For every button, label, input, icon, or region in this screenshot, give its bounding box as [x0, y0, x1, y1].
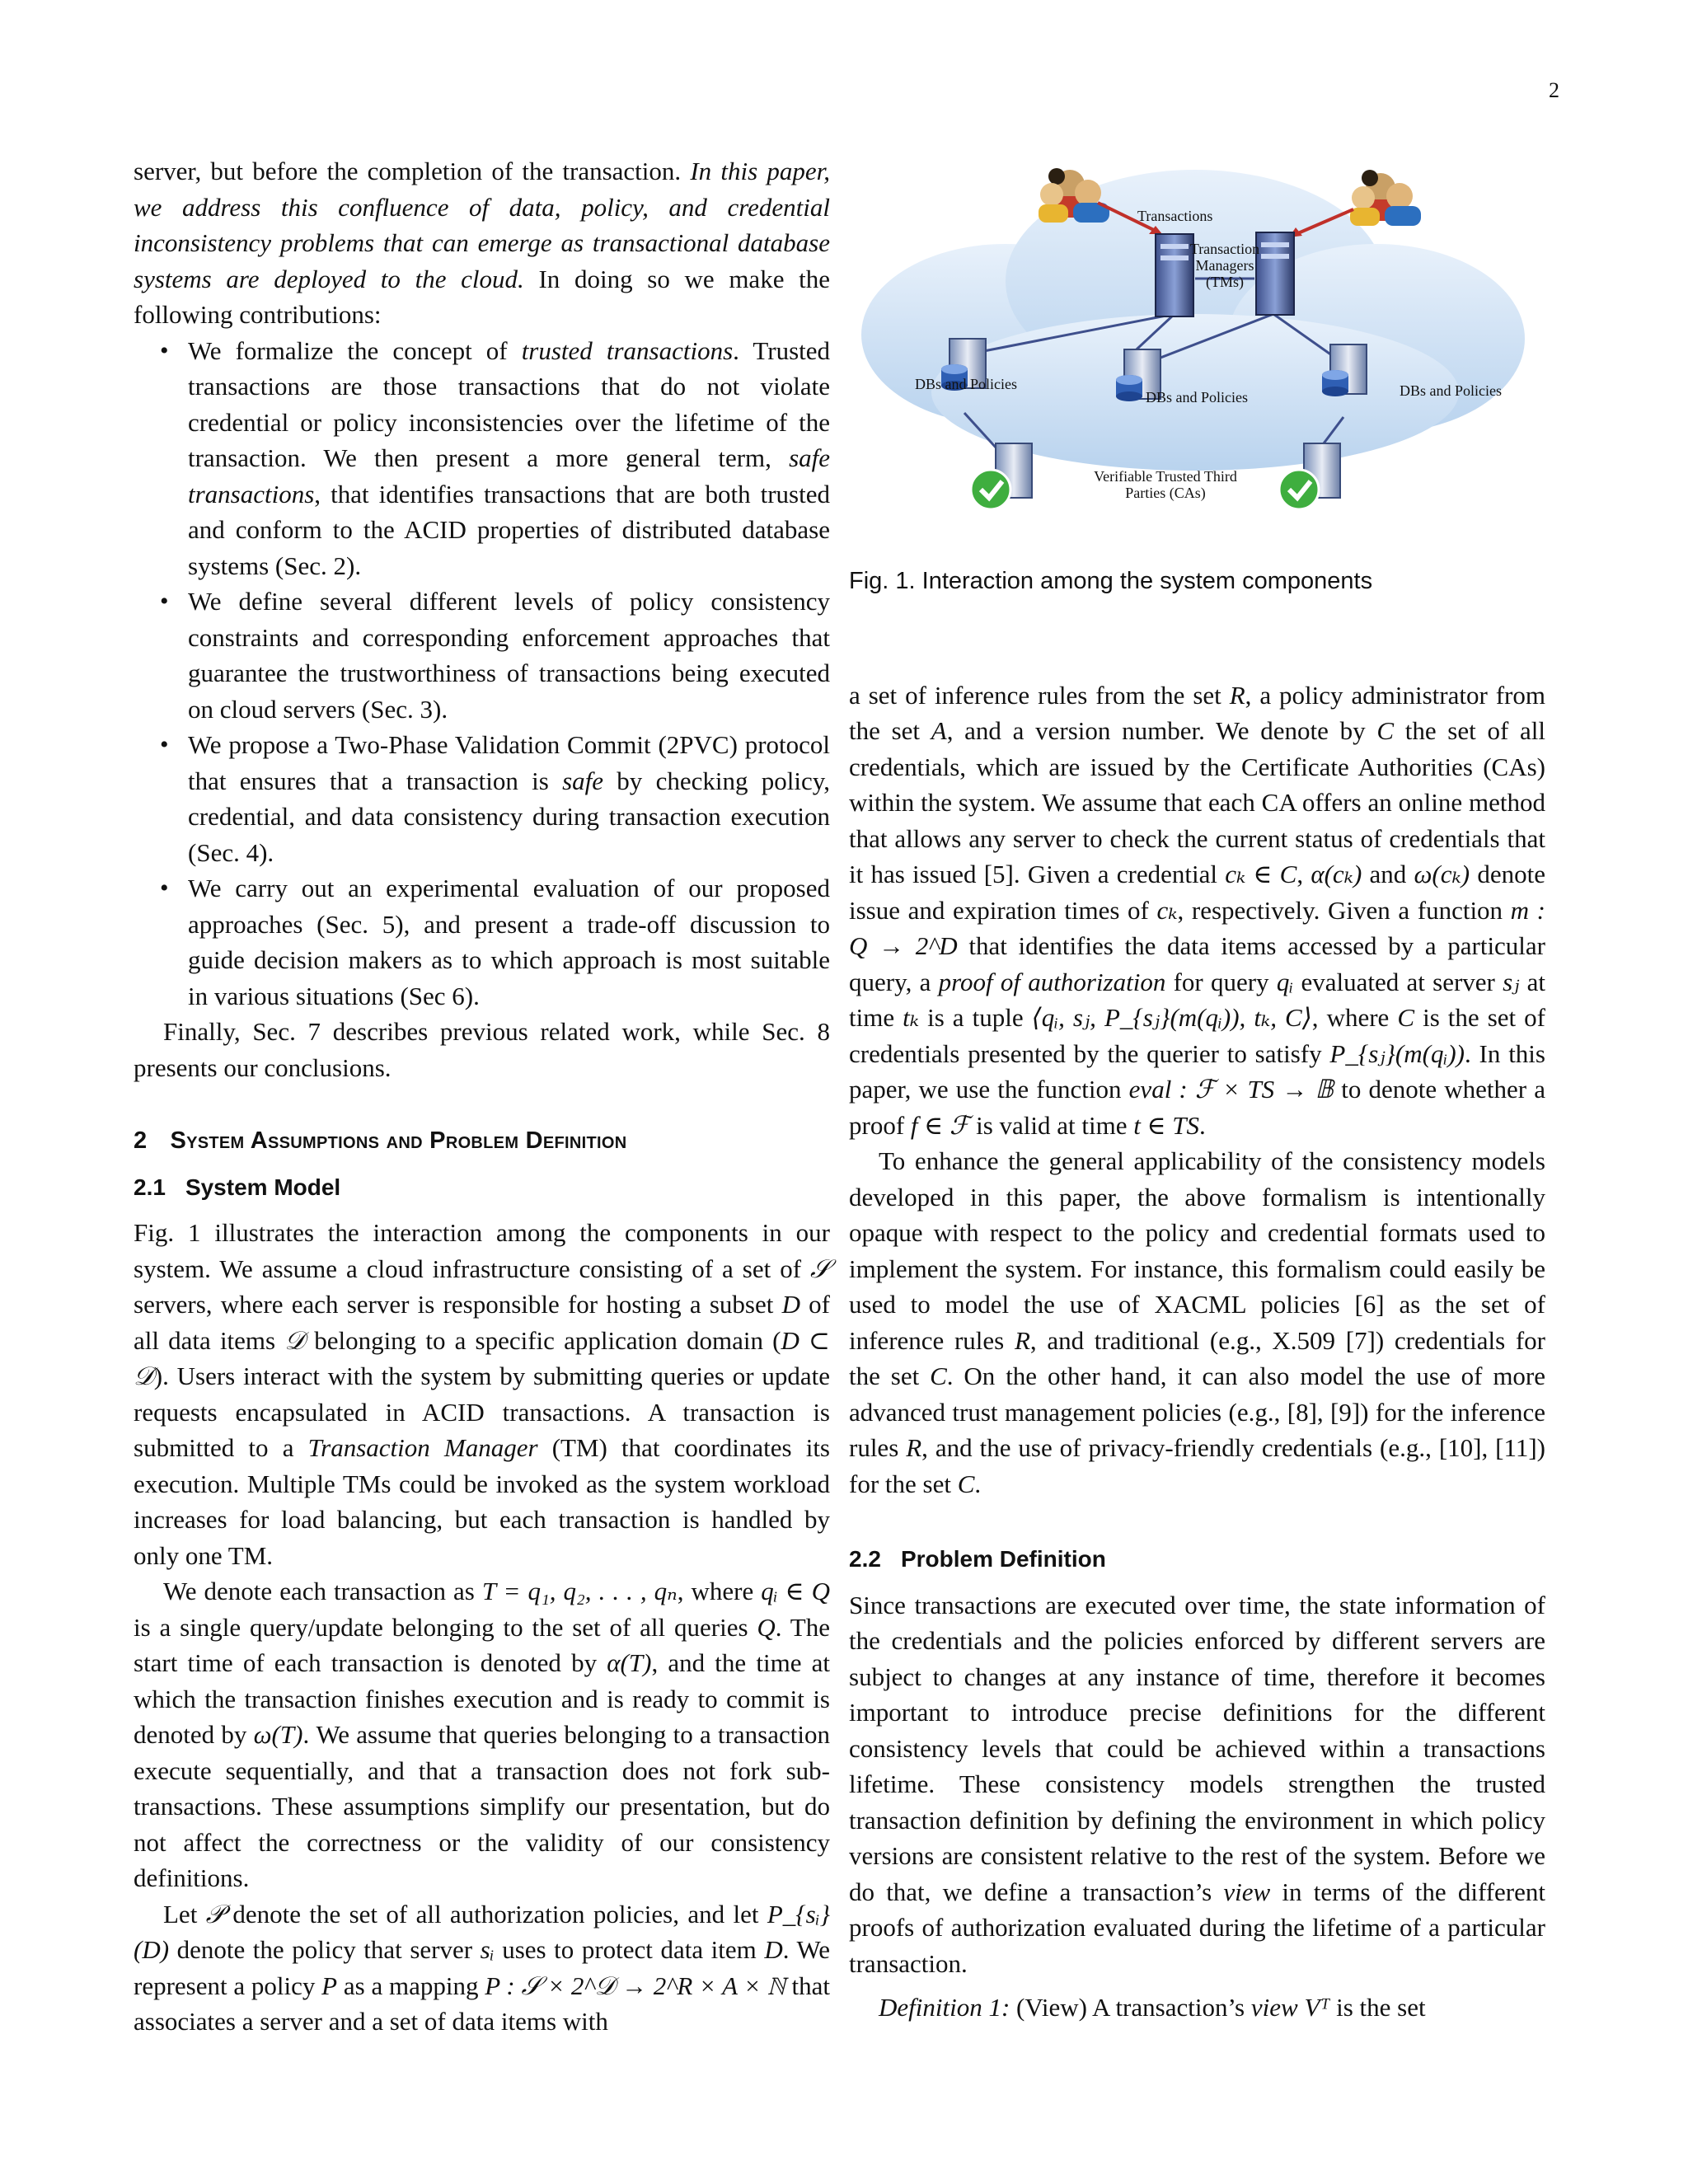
subsection-heading-system-model: 2.1 System Model — [134, 1174, 341, 1200]
system-figure — [849, 153, 1545, 541]
system-model-paragraph: Fig. 1 illustrates the interaction among the components in our system. We assume a cloud infrastructure consisting of a set of 𝒮 servers, where each server is responsible for hosting a subset D of all data items 𝒟 belonging to a specific application domain (D ⊂ 𝒟). Users interact with the system by submitting queries or update requests encapsulated in ACID transactions. A transaction is submitted to a Transaction Manager (TM) that coordinates its execution. Multiple TMs could be invoked as the system workload increases for load balancing, but each transaction is handled by only one TM. — [134, 1218, 830, 1570]
label-db-right: DBs and Policies — [1400, 382, 1502, 399]
figure-caption: Fig. 1. Interaction among the system components — [849, 568, 1373, 594]
label-tm-line1: Transaction — [1189, 241, 1260, 257]
list-item: • We formalize the concept of trusted transactions. Trusted transactions are those transactions that do not violate credential or policy inconsistencies over the lifetime of the transaction. We then present a more general term, safe transactions, that identifies transactions that are both trusted and conform to the ACID properties of distributed database systems (Sec. 2). — [188, 333, 830, 584]
label-ca-line2: Parties (CAs) — [1125, 485, 1206, 501]
label-db-left: DBs and Policies — [915, 376, 1017, 392]
page-number: 2 — [1549, 78, 1559, 102]
system-diagram — [849, 153, 1545, 541]
intro-text: server, but before the completion of the transaction. — [134, 157, 691, 185]
list-item: • We propose a Two-Phase Validation Commit (2PVC) protocol that ensures that a transaction is safe by checking policy, credential, and data consistency during transaction execution (Sec. 4). — [188, 727, 830, 870]
problem-paragraph: Since transactions are executed over time, the state information of the credentials and the policies enforced by different servers are subject to changes at any instance of time, therefore it becomes important to introduce precise definitions for the different consistency levels that could be achieved within a transactions lifetime. These consistency models strengthen the trusted transaction definition by defining the environment in which policy versions are consistent relative to the rest of the system. Before we do that, we define a transaction’s view in terms of the different proofs of authorization evaluated during the lifetime of a particular transaction. — [849, 1590, 1545, 1978]
users-icon — [1039, 168, 1109, 223]
intro-text-end: In doing so we make the following contributions: — [134, 264, 830, 329]
contributions-list — [134, 333, 830, 1015]
intro-emphasis: In this paper, we address this confluence of data, policy, and credential inconsistency problems that can emerge as transactional database systems are deployed to the cloud. — [134, 157, 830, 293]
transaction-paragraph: We denote each transaction as T = q₁, q₂, . . . , qₙ, where qᵢ ∈ Q is a single query/update belonging to the set of all queries Q. The start time of each transaction is denoted by α(T), and the time at which the transaction finishes execution and is ready to commit is denoted by ω(T). We assume that queries belonging to a transaction execute sequentially, and that a transaction does not fork sub-transactions. These assumptions simplify our presentation, but do not affect the correctness or the validity of our consistency definitions. — [134, 1577, 830, 1892]
definition-1: Definition 1: (View) A transaction’s view Vᵀ is the set — [879, 1993, 1426, 2022]
applicability-paragraph: To enhance the general applicability of the consistency models developed in this paper, the above formalism is intentionally opaque with respect to the policy and credential formats used to implement the system. For instance, this formalism could easily be used to model the use of XACML policies [6] as the set of inference rules R, and traditional (e.g., X.509 [7]) credentials for the set C. On the other hand, it can also model the use of more advanced trust management policies (e.g., [8], [9]) for the inference rules R, and the use of privacy-friendly credentials (e.g., [10], [11]) for the set C. — [849, 1146, 1546, 1498]
finally-paragraph: Finally, Sec. 7 describes previous related work, while Sec. 8 presents our conclusions. — [134, 1017, 830, 1082]
policy-paragraph: Let 𝒫 denote the set of all authorization policies, and let P_{sᵢ}(D) denote the policy that server sᵢ uses to protect data item D. We represent a policy P as a mapping P : 𝒮 × 2^𝒟 → 2^R × A × ℕ that associates a server and a set of data items with — [134, 1899, 831, 2036]
server-icon — [1256, 232, 1294, 315]
label-tm-line3: (TMs) — [1206, 274, 1244, 290]
label-db-mid: DBs and Policies — [1146, 389, 1248, 405]
right-column — [849, 153, 1545, 2026]
label-transactions: Transactions — [1137, 208, 1213, 224]
subsection-heading-problem-definition: 2.2 Problem Definition — [849, 1546, 1106, 1572]
left-column — [134, 153, 830, 2040]
ca-server-icon — [971, 443, 1032, 509]
users-icon — [1350, 170, 1421, 226]
intro-paragraph — [134, 153, 830, 333]
formalism-paragraph: a set of inference rules from the set R, a policy administrator from the set A, and a version number. We denote by C the set of all credentials, which are issued by the Certificate Authorities (CAs) within the system. We assume that each CA offers an online method that allows any server to check the current status of credentials that it has issued [5]. Given a credential cₖ ∈ C, α(cₖ) and ω(cₖ) denote issue and expiration times of cₖ, respectively. Given a function m : Q → 2^D that identifies the data items accessed by a particular query, a proof of authorization for query qᵢ evaluated at server sⱼ at time tₖ is a tuple ⟨qᵢ, sⱼ, P_{sⱼ}(m(qᵢ)), tₖ, C⟩, where C is the set of credentials presented by the querier to satisfy P_{sⱼ}(m(qᵢ)). In this paper, we use the function eval : ℱ × TS → 𝔹 to denote whether a proof f ∈ ℱ is valid at time t ∈ TS. — [849, 680, 1546, 1140]
list-item: • We define several different levels of policy consistency constraints and corresponding enforcement approaches that guarantee the trustworthiness of transactions being executed on cloud servers (Sec. 3). — [188, 583, 830, 727]
server-icon — [1156, 234, 1193, 316]
label-tm-line2: Managers — [1195, 257, 1254, 274]
list-item: • We carry out an experimental evaluation of our proposed approaches (Sec. 5), and present a trade-off discussion to guide decision makers as to which approach is most suitable in various situations (Sec 6). — [188, 870, 830, 1014]
section-heading: 2 System Assumptions and Problem Definition — [134, 1127, 627, 1154]
label-ca-line1: Verifiable Trusted Third — [1094, 468, 1237, 485]
